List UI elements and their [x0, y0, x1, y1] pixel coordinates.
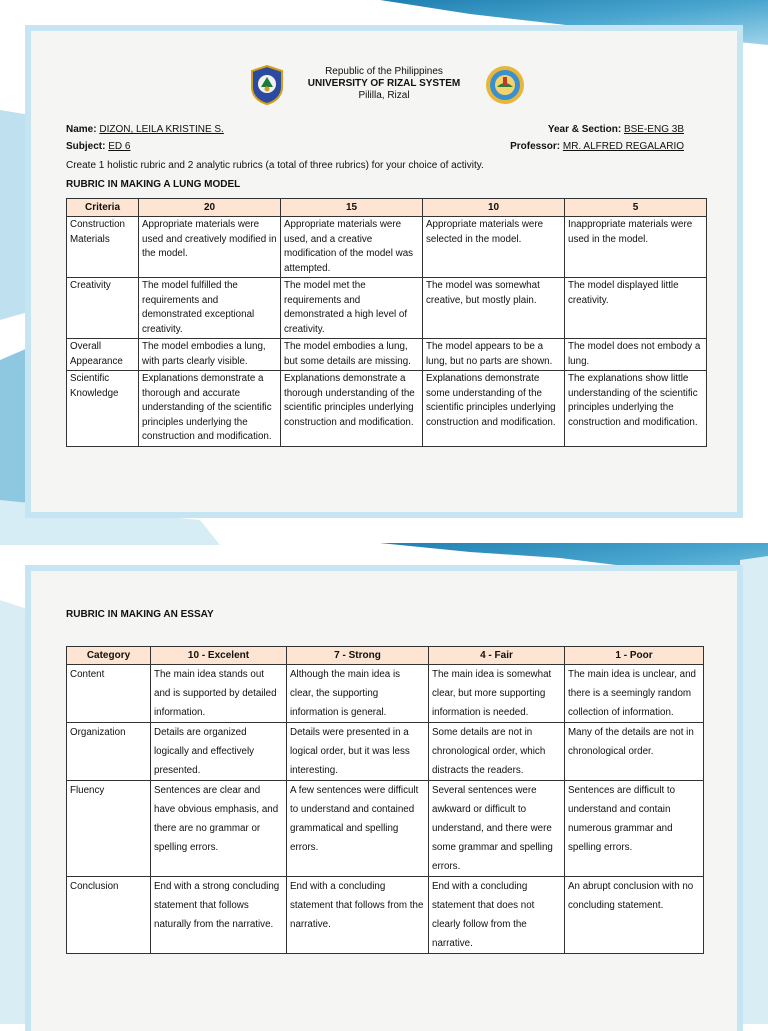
- table-cell: Some details are not in chronological order, which distracts the readers.: [429, 723, 565, 781]
- lung-model-rubric-table: [66, 198, 707, 447]
- column-header: 15: [281, 199, 423, 217]
- student-name: DIZON, LEILA KRISTINE S.: [99, 124, 224, 135]
- table-cell: Appropriate materials were selected in the model.: [423, 217, 565, 278]
- table-cell: The model displayed little creativity.: [565, 278, 707, 339]
- table-row: [67, 723, 704, 781]
- column-header: 10 - Excelent: [151, 647, 287, 665]
- table-cell: The main idea stands out and is supported by detailed information.: [151, 665, 287, 723]
- column-header: Criteria: [67, 199, 139, 217]
- table-cell: Explanations demonstrate a thorough and accurate understanding of the scientific principles underlying the construction and modification.: [139, 371, 281, 447]
- year-section-value: BSE-ENG 3B: [623, 124, 684, 135]
- table-cell: An abrupt conclusion with no concluding statement.: [565, 877, 704, 954]
- table-cell: Appropriate materials were used and creatively modified in the model.: [139, 217, 281, 278]
- column-header: 20: [139, 199, 281, 217]
- category-cell: Organization: [67, 723, 151, 781]
- country-line: Republic of the Philippines: [325, 66, 443, 77]
- essay-rubric-table: [66, 646, 704, 954]
- table-cell: The explanations show little understanding of the scientific principles underlying the construction and modification.: [565, 371, 707, 447]
- table-cell: Details were presented in a logical order, but it was less interesting.: [287, 723, 429, 781]
- professor-value: MR. ALFRED REGALARIO: [562, 141, 684, 152]
- table-row: [67, 339, 707, 371]
- criteria-cell: Scientific Knowledge: [67, 371, 139, 447]
- document-header: [31, 66, 737, 102]
- professor-label: Professor:: [510, 141, 561, 152]
- rubric-1-title: RUBRIC IN MAKING A LUNG MODEL: [66, 179, 241, 190]
- table-cell: Several sentences were awkward or difficult to understand, and there were some grammar and spelling errors.: [429, 781, 565, 877]
- year-section-row: [548, 123, 684, 136]
- table-cell: End with a strong concluding statement that follows naturally from the narrative.: [151, 877, 287, 954]
- table-cell: Sentences are clear and have obvious emphasis, and there are no grammar or spelling errors.: [151, 781, 287, 877]
- table-cell: End with a concluding statement that follows from the narrative.: [287, 877, 429, 954]
- name-label: Name:: [66, 124, 97, 135]
- table-row: [67, 371, 707, 447]
- table-header-row: [67, 199, 707, 217]
- table-cell: Sentences are difficult to understand and contain numerous grammar and spelling errors.: [565, 781, 704, 877]
- university-name: UNIVERSITY OF RIZAL SYSTEM: [307, 78, 461, 89]
- instruction-text: Create 1 holistic rubric and 2 analytic rubrics (a total of three rubrics) for your choice of activity.: [66, 160, 484, 171]
- professor-row: [510, 140, 684, 153]
- subject-label: Subject:: [66, 141, 106, 152]
- table-cell: The model embodies a lung, with parts clearly visible.: [139, 339, 281, 371]
- table-header-row: [67, 647, 704, 665]
- table-cell: A few sentences were difficult to understand and contained grammatical and spelling errors.: [287, 781, 429, 877]
- table-row: [67, 781, 704, 877]
- subject-row: [66, 140, 130, 153]
- table-cell: End with a concluding statement that does not clearly follow from the narrative.: [429, 877, 565, 954]
- column-header: 4 - Fair: [429, 647, 565, 665]
- column-header: Category: [67, 647, 151, 665]
- table-cell: The main idea is somewhat clear, but more supporting information is needed.: [429, 665, 565, 723]
- name-row: [66, 123, 224, 136]
- criteria-cell: Creativity: [67, 278, 139, 339]
- subject-value: ED 6: [108, 141, 131, 152]
- table-cell: The model met the requirements and demonstrated a high level of creativity.: [281, 278, 423, 339]
- table-cell: Although the main idea is clear, the supporting information is general.: [287, 665, 429, 723]
- column-header: 7 - Strong: [287, 647, 429, 665]
- rubric-2-title: RUBRIC IN MAKING AN ESSAY: [66, 609, 214, 620]
- criteria-cell: Overall Appearance: [67, 339, 139, 371]
- document-page-2: [31, 571, 737, 1031]
- table-cell: Explanations demonstrate some understanding of the scientific principles underlying construction and modification.: [423, 371, 565, 447]
- column-header: 1 - Poor: [565, 647, 704, 665]
- table-cell: The model does not embody a lung.: [565, 339, 707, 371]
- table-cell: Explanations demonstrate a thorough understanding of the scientific principles underlying construction and modification.: [281, 371, 423, 447]
- table-cell: The model appears to be a lung, but no parts are shown.: [423, 339, 565, 371]
- document-page-1: [31, 31, 737, 512]
- college-of-education-seal-icon: [485, 65, 525, 105]
- table-cell: Inappropriate materials were used in the model.: [565, 217, 707, 278]
- table-cell: Details are organized logically and effectively presented.: [151, 723, 287, 781]
- table-cell: Many of the details are not in chronological order.: [565, 723, 704, 781]
- category-cell: Conclusion: [67, 877, 151, 954]
- column-header: 10: [423, 199, 565, 217]
- table-cell: Appropriate materials were used, and a creative modification of the model was attempted.: [281, 217, 423, 278]
- table-cell: The model embodies a lung, but some details are missing.: [281, 339, 423, 371]
- table-row: [67, 665, 704, 723]
- campus-line: Pililla, Rizal: [358, 90, 410, 101]
- table-row: [67, 877, 704, 954]
- table-cell: The model fulfilled the requirements and demonstrated exceptional creativity.: [139, 278, 281, 339]
- criteria-cell: Construction Materials: [67, 217, 139, 278]
- table-row: [67, 278, 707, 339]
- table-cell: The model was somewhat creative, but mostly plain.: [423, 278, 565, 339]
- table-row: [67, 217, 707, 278]
- category-cell: Fluency: [67, 781, 151, 877]
- category-cell: Content: [67, 665, 151, 723]
- year-section-label: Year & Section:: [547, 124, 622, 135]
- table-cell: The main idea is unclear, and there is a seemingly random collection of information.: [565, 665, 704, 723]
- column-header: 5: [565, 199, 707, 217]
